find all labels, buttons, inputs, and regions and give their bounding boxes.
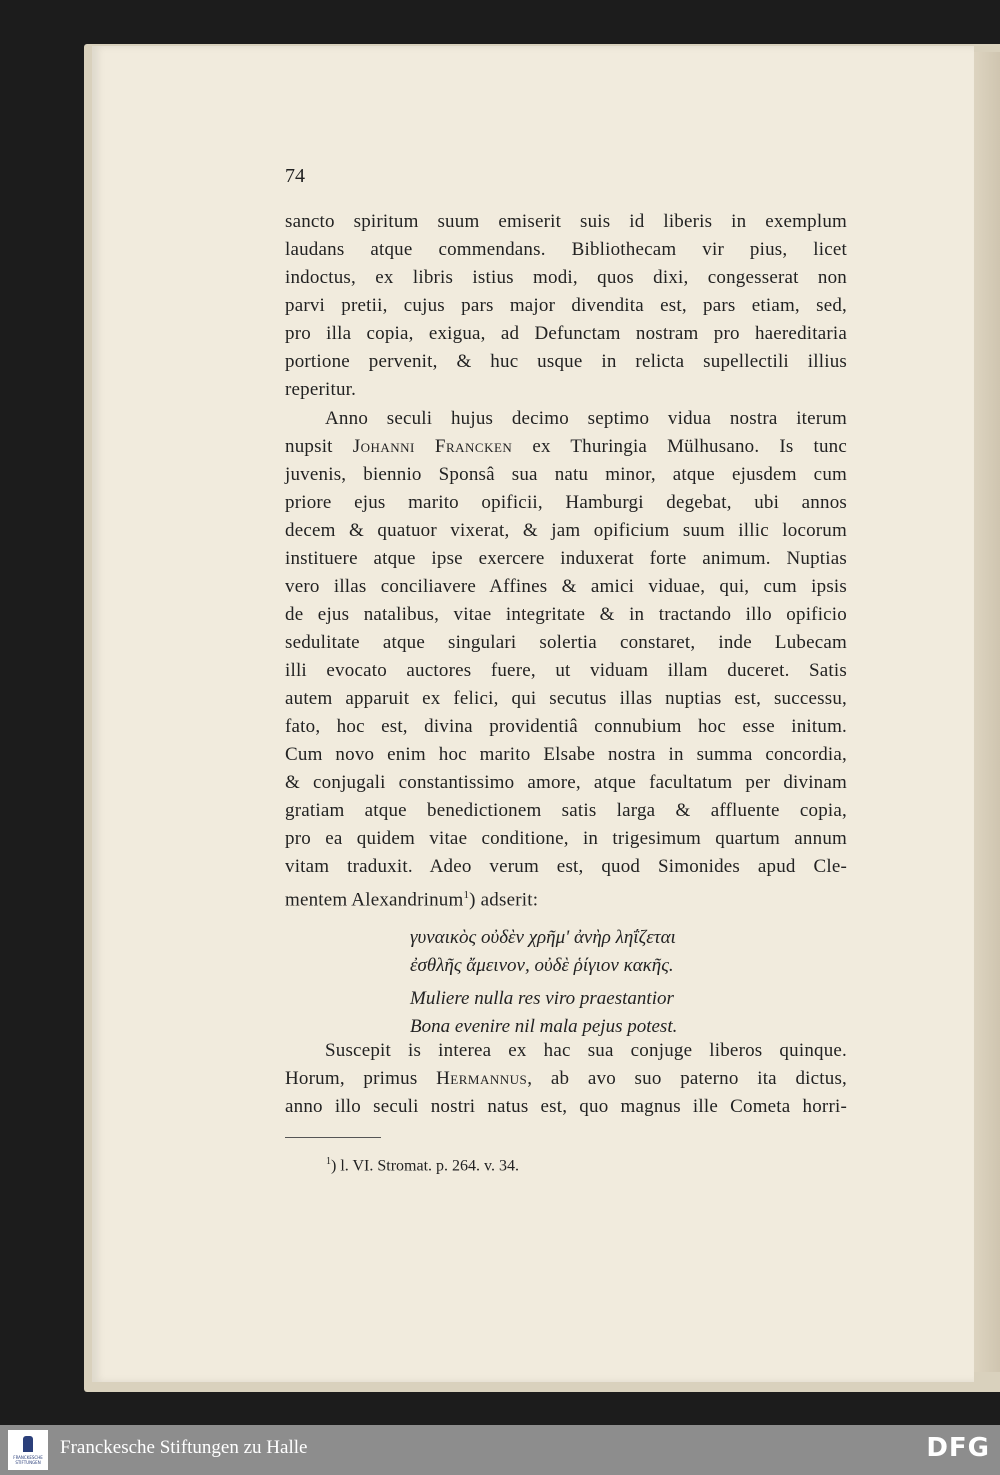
latin-verse-line: Bona evenire nil mala pejus potest. [410,1016,678,1037]
text-line: gratiam atque benedictionem satis larga & affluente copia, [285,800,847,821]
text-line: priore ejus marito opificii, Hamburgi degebat, ubi annos [285,492,847,513]
person-name-francken: Francken [434,436,513,457]
institution-logo[interactable] [8,1430,48,1470]
text-line-start: Horum, primus [285,1068,437,1089]
logo-caption: FRANCKESCHE STIFTUNGEN [13,1455,43,1465]
footnote-rule [285,1137,381,1138]
text-line [285,881,847,909]
text-line-start: mentem Alexandrinum [285,889,464,911]
text-line: vero illas conciliavere Affines & amici viduae, qui, cum ipsis [285,576,847,597]
text-line: parvi pretii, cujus pars major divendita est, pars etiam, sed, [285,295,847,316]
footnote [326,1156,519,1175]
greek-verse-line: ἐσθλῆς ἄμεινον, οὐδὲ ῥίγιον κακῆς. [410,955,674,976]
person-name-hermannus: Hermannus [436,1068,528,1089]
text-line [285,1065,847,1093]
footnote-ref: 1 [463,889,470,901]
text-line: fato, hoc est, divina providentiâ connubium hoc esse initum. [285,716,847,737]
page-number: 74 [285,165,305,187]
text-line: instituere atque ipse exercere induxerat forte animum. Nuptias [285,548,847,569]
text-line: autem apparuit ex felici, qui secutus illas nuptias est, successu, [285,688,847,709]
text-line: reperitur. [285,379,357,400]
text-line: pro illa copia, exigua, ad Defunctam nostram pro haereditaria [285,323,847,344]
text-line-end: ) adserit: [469,889,539,911]
footer-bar [0,1425,1000,1475]
text-line: & conjugali constantissimo amore, atque facultatum per divinam [285,772,847,793]
institution-name[interactable]: Franckesche Stiftungen zu Halle [60,1437,308,1458]
text-line: sedulitate atque singulari solertia constaret, inde Lubecam [285,632,847,653]
text-line: laudans atque commendans. Bibliothecam vir pius, licet [285,239,847,260]
dfg-logo[interactable]: DFG [926,1433,990,1463]
text-line: decem & quatuor vixerat, & jam opificium suum illic locorum [285,520,847,541]
text-line-end: ex Thuringia Mülhusano. Is tunc [512,436,848,457]
text-line: vitam traduxit. Adeo verum est, quod Simonides apud Cle- [285,856,847,877]
text-line: pro ea quidem vitae conditione, in trigesimum quartum annum [285,828,847,849]
text-line: illi evocato auctores fuere, ut viduam illam duceret. Satis [285,660,847,681]
text-line: portione pervenit, & huc usque in relicta supellectili illius [285,351,847,372]
person-name-johanni: Johanni [352,436,415,457]
text-line: juvenis, biennio Sponsâ sua natu minor, atque ejusdem cum [285,464,847,485]
page-right-edge [974,52,1000,1372]
latin-verse-line: Muliere nulla res viro praestantior [410,988,674,1009]
text-line: sancto spiritum suum emiserit suis id liberis in exemplum [285,211,847,232]
text-line: Cum novo enim hoc marito Elsabe nostra in summa concordia, [285,744,847,765]
text-line: Anno seculi hujus decimo septimo vidua nostra iterum [325,408,847,429]
text-line: indoctus, ex libris istius modi, quos dixi, congesserat non [285,267,847,288]
text-line [285,433,847,461]
text-line: de ejus natalibus, vitae integritate & in tractando illo opificio [285,604,847,625]
text-line-start: nupsit [285,436,353,457]
footnote-marker: 1 [326,1156,331,1167]
text-line: anno illo seculi nostri natus est, quo magnus ille Cometa horri- [285,1096,847,1117]
footnote-text: ) l. VI. Stromat. p. 264. v. 34. [331,1157,519,1175]
text-line-end: , ab avo suo paterno ita dictus, [527,1068,848,1089]
text-line: Suscepit is interea ex hac sua conjuge liberos quinque. [325,1040,847,1061]
orphanage-icon [23,1436,33,1452]
greek-verse-line: γυναικὸς οὐδὲν χρῆμ' ἀνὴρ ληΐζεται [410,927,676,948]
